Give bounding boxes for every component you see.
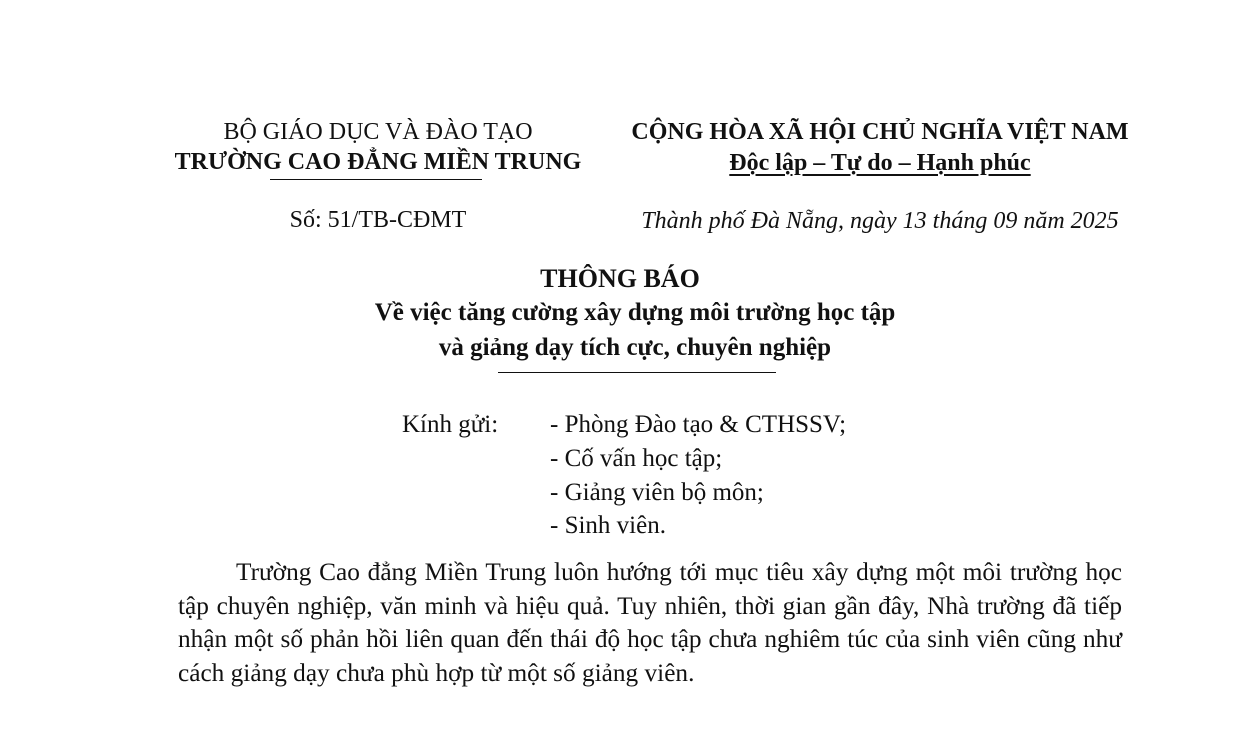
school-underline-rule — [270, 179, 482, 180]
title-underline-rule — [498, 372, 776, 373]
document-type-title: THÔNG BÁO — [540, 264, 700, 293]
recipient-item: - Cố vấn học tập; — [550, 445, 723, 472]
body-paragraph: Trường Cao đẳng Miền Trung luôn hướng tới mục tiêu xây dựng một môi trường học tập chuyên nghiệp, văn minh và hiệu quả. Tuy nhiên, thời gian gần đây, Nhà trường đã tiếp nhận một số phản hồi liên quan đến thái độ học tập chưa nghiêm túc của sinh viên cũng như cách giảng dạy chưa phù hợp từ một số giảng viên. — [178, 558, 1122, 687]
recipient-item: - Phòng Đào tạo & CTHSSV; — [550, 411, 847, 438]
recipient-item: - Giảng viên bộ môn; — [550, 479, 764, 506]
ministry-name: BỘ GIÁO DỤC VÀ ĐÀO TẠO — [223, 119, 533, 145]
subject-line-2: và giảng dạy tích cực, chuyên nghiệp — [438, 334, 832, 361]
subject-line-1: Về việc tăng cường xây dựng môi trường học tập — [374, 299, 896, 326]
place-and-date: Thành phố Đà Nẵng, ngày 13 tháng 09 năm 2025 — [641, 208, 1119, 234]
national-motto — [615, 149, 1145, 177]
recipients-label: Kính gửi: — [402, 411, 499, 438]
nation-name: CỘNG HÒA XÃ HỘI CHỦ NGHĨA VIỆT NAM — [631, 119, 1129, 145]
motto-text: Độc lập – Tự do – Hạnh phúc — [729, 150, 1031, 176]
document-number: Số: 51/TB-CĐMT — [289, 207, 467, 233]
recipient-item: - Sinh viên. — [550, 512, 666, 539]
school-name: TRƯỜNG CAO ĐẲNG MIỀN TRUNG — [174, 149, 582, 175]
